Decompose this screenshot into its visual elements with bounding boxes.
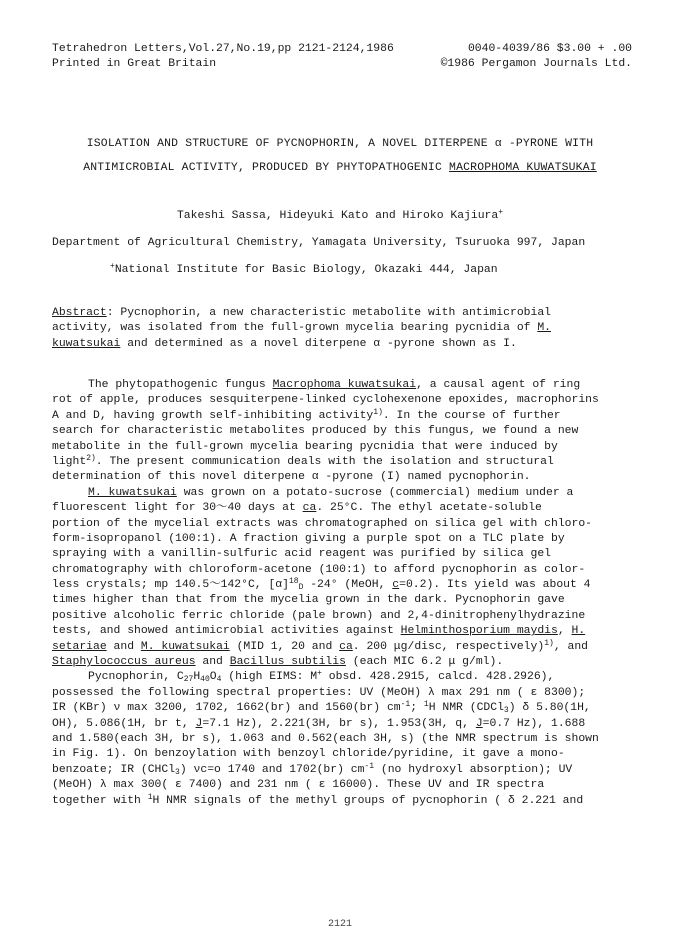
title-line-1: ISOLATION AND STRUCTURE OF PYCNOPHORIN, A NOVEL DITERPENE α -PYRONE WITH <box>86 138 594 150</box>
title-species: MACROPHOMA KUWATSUKAI <box>449 162 597 175</box>
title-line-2: ANTIMICROBIAL ACTIVITY, PRODUCED BY PHYTOPATHOGENIC MACROPHOMA KUWATSUKAI <box>83 162 597 175</box>
affiliation-2: +National Institute for Basic Biology, Okazaki 444, Japan <box>110 262 498 276</box>
paragraph-3: Pycnophorin, $C_{27}H_{40}O_4$ (high EIMS: M+ obsd. 428.2915, calcd. 428.2926), <box>88 669 555 685</box>
paragraph-1: The phytopathogenic fungus Macrophoma kuwatsukai, a causal agent of ring <box>88 379 581 391</box>
page-number: 2121 <box>327 919 352 930</box>
author-mark: + <box>498 208 504 217</box>
paragraph-2: M. kuwatsukai was grown on a potato-sucrose (commercial) medium under a <box>88 486 574 499</box>
authors: Takeshi Sassa, Hideyuki Kato and Hiroko Kajiura+ <box>176 208 504 222</box>
abstract: Abstract: Pycnophorin, a new characteristic metabolite with antimicrobial activity, was isolated from the full-grown mycelia bearing pycnidia of M. kuwatsukai and determined as a novel diterpene α -pyrone shown as I. <box>52 307 551 350</box>
journal-citation: Tetrahedron Letters,Vol.27,No.19,pp 2121-2124,1986 <box>52 43 394 55</box>
paper-title <box>0 137 680 186</box>
affiliation-1: Department of Agricultural Chemistry, Yamagata University, Tsuruoka 997, Japan <box>52 237 586 249</box>
abstract-label: Abstract <box>52 307 107 319</box>
copyright: ©1986 Pergamon Journals Ltd. <box>440 58 632 71</box>
journal-header <box>52 42 632 73</box>
issn-price: 0040-4039/86 $3.00 + .00 <box>467 43 632 55</box>
printed-in: Printed in Great Britain <box>52 58 217 71</box>
body-text: The phytopathogenic fungus Macrophoma kuwatsukai, a causal agent of ring rot of apple, produces sesquiterpene-linked cyclohexenone epoxides, macrophorins A and D, having growth self-inhibiting activity$^{1)}$. In the course of further search for characteristic metabolites produced by this fungus, we found a new metabolite in the full-grown mycelia bearing pycnidia that were induced by light$^{2)}$. The present communication deals with the isolation and structural determination of this novel diterpene α -pyrone (I) named pycnophorin. M. kuwatsukai was grown on a potato-sucrose (commercial) medium under a fluorescent light for 30～40 days at ca. 25°C. The ethyl acetate-soluble portion of the mycelial extracts was chromatographed on silica gel with chloro- form-isopropanol (100:1). A fraction giving a purple spot on a TLC plate by spraying with a vanillin-sulfuric acid reagent was purified by silica gel chromatography with chloroform-acetone (100:1) to afford pycnophorin as color- less crystals; mp 140.5～142°C, $[\alpha]^{18}_D$ -24° (MeOH, c=0.2). Its yield was about 4 times higher than that from the mycelia grown in the dark. Pycnophorin gave positive alcoholic ferric chloride (pale brown) and 2,4-dinitrophenylhydrazine tests, and showed antimicrobial activities against Helminthosporium maydis, H. setariae and M. kuwatsukai (MID 1, 20 and ca. 200 μg/disc, respectively)$^{1)}$, and Staphylococcus aureus and Bacillus subtilis (each MIC 6.2 μ g/ml). Pycnophorin, $C_{27}H_{40}O_4$ (high EIMS: M+ obsd. 428.2915, calcd. 428.2926), possessed the following spectral properties: UV (MeOH) λ max 291 nm ( ε 8300); IR (KBr) ν max 3200, 1702, 1662(br) and 1560(br) $cm^{-1}$; $^1$H NMR (CDCl$_3$) δ 5.80(1H, OH), 5.086(1H, br t, J=7.1 Hz), 2.221(3H, br s), 1.953(3H, q, J=0.7 Hz), 1.688 and 1.580(each 3H, br s), 1.063 and 0.562(each 3H, s) (the NMR spectrum is shown in Fig. 1). On benzoylation with benzoyl chloride/pyridine, it gave a mono- benzoate; IR (CHCl$_3$) νc=o 1740 and 1702(br) $cm^{-1}$ (no hydroxyl absorption); UV (MeOH) λ max 300( ε 7400) and 231 nm ( ε 16000). These UV and IR spectra together with $^1$H NMR signals of the methyl groups of pycnophorin ( δ 2.221 and <box>52 378 632 809</box>
